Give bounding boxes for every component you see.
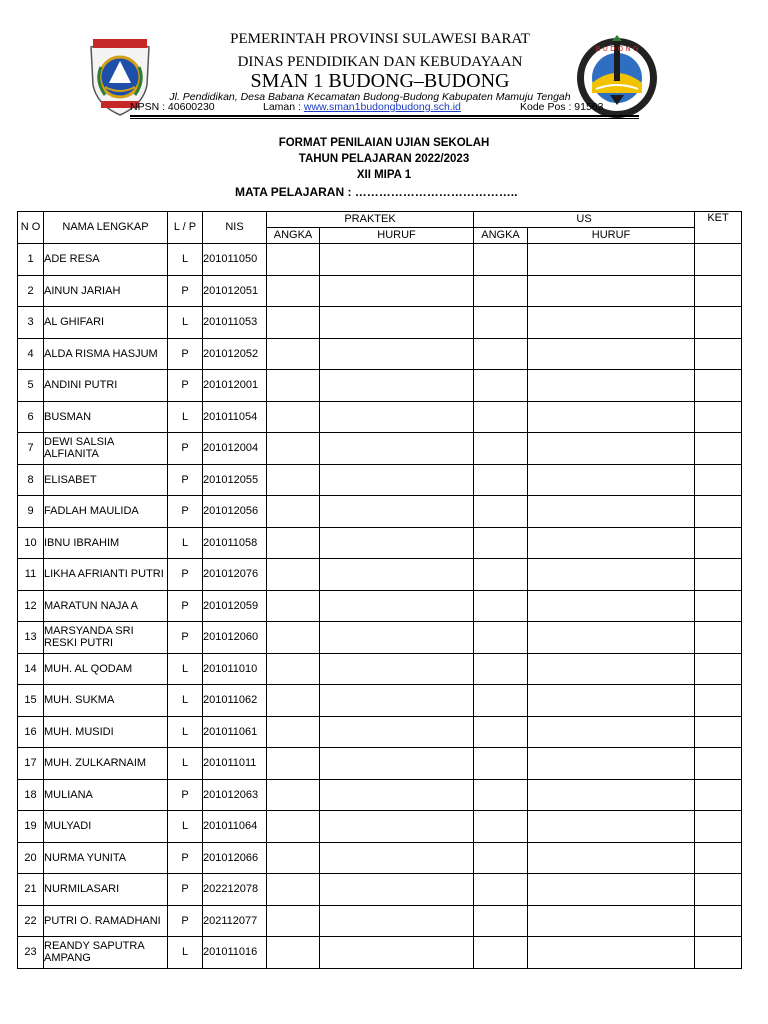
praktek-huruf-cell[interactable] bbox=[320, 464, 474, 496]
ket-cell[interactable] bbox=[695, 338, 742, 370]
row-number: 6 bbox=[18, 401, 44, 433]
row-number: 14 bbox=[18, 653, 44, 685]
student-nis: 202112077 bbox=[203, 905, 267, 937]
npsn: NPSN : 40600230 bbox=[130, 101, 215, 113]
table-row bbox=[18, 496, 742, 528]
row-number: 22 bbox=[18, 905, 44, 937]
row-number: 4 bbox=[18, 338, 44, 370]
student-name: AL GHIFARI bbox=[44, 307, 168, 339]
us-huruf-cell[interactable] bbox=[528, 338, 695, 370]
praktek-huruf-cell[interactable] bbox=[320, 401, 474, 433]
row-number: 8 bbox=[18, 464, 44, 496]
letterhead-divider-thin bbox=[130, 118, 639, 119]
student-gender: P bbox=[168, 874, 203, 906]
student-nis: 201011016 bbox=[203, 937, 267, 969]
student-name: ADE RESA bbox=[44, 244, 168, 276]
table-row bbox=[18, 874, 742, 906]
student-gender: P bbox=[168, 842, 203, 874]
praktek-huruf-cell[interactable] bbox=[320, 685, 474, 717]
table-row bbox=[18, 622, 742, 654]
table-row bbox=[18, 779, 742, 811]
table-row bbox=[18, 401, 742, 433]
student-gender: P bbox=[168, 464, 203, 496]
student-nis: 202212078 bbox=[203, 874, 267, 906]
student-name: BUSMAN bbox=[44, 401, 168, 433]
us-huruf-cell[interactable] bbox=[528, 464, 695, 496]
student-name: NURMA YUNITA bbox=[44, 842, 168, 874]
praktek-huruf-cell[interactable] bbox=[320, 338, 474, 370]
student-gender: L bbox=[168, 527, 203, 559]
header-praktek-huruf: HURUF bbox=[320, 228, 474, 244]
us-angka-cell[interactable] bbox=[474, 874, 528, 906]
student-gender: L bbox=[168, 716, 203, 748]
praktek-angka-cell[interactable] bbox=[267, 338, 320, 370]
us-angka-cell[interactable] bbox=[474, 527, 528, 559]
praktek-angka-cell[interactable] bbox=[267, 370, 320, 402]
student-gender: L bbox=[168, 811, 203, 843]
us-huruf-cell[interactable] bbox=[528, 433, 695, 465]
ket-cell[interactable] bbox=[695, 401, 742, 433]
praktek-huruf-cell[interactable] bbox=[320, 527, 474, 559]
us-angka-cell[interactable] bbox=[474, 464, 528, 496]
student-nis: 201011062 bbox=[203, 685, 267, 717]
academic-year: TAHUN PELAJARAN 2022/2023 bbox=[298, 153, 470, 165]
us-huruf-cell[interactable] bbox=[528, 905, 695, 937]
subject-line: MATA PELAJARAN : ………………………………….. bbox=[235, 185, 518, 199]
us-angka-cell[interactable] bbox=[474, 370, 528, 402]
student-gender: L bbox=[168, 748, 203, 780]
table-row bbox=[18, 811, 742, 843]
us-huruf-cell[interactable] bbox=[528, 590, 695, 622]
ket-cell[interactable] bbox=[695, 370, 742, 402]
praktek-angka-cell[interactable] bbox=[267, 937, 320, 969]
table-row bbox=[18, 275, 742, 307]
website-label: Laman : bbox=[263, 101, 301, 113]
student-name: IBNU IBRAHIM bbox=[44, 527, 168, 559]
table-row bbox=[18, 716, 742, 748]
praktek-angka-cell[interactable] bbox=[267, 685, 320, 717]
praktek-huruf-cell[interactable] bbox=[320, 874, 474, 906]
department-name: DINAS PENDIDIKAN DAN KEBUDAYAAN bbox=[237, 54, 523, 70]
student-nis: 201012052 bbox=[203, 338, 267, 370]
ket-cell[interactable] bbox=[695, 905, 742, 937]
student-name: LIKHA AFRIANTI PUTRI bbox=[44, 559, 168, 591]
us-huruf-cell[interactable] bbox=[528, 370, 695, 402]
header-praktek-angka: ANGKA bbox=[267, 228, 320, 244]
student-gender: P bbox=[168, 338, 203, 370]
praktek-huruf-cell[interactable] bbox=[320, 716, 474, 748]
ket-cell[interactable] bbox=[695, 307, 742, 339]
header-gender: L / P bbox=[168, 212, 203, 244]
svg-text:B U D O N G: B U D O N G bbox=[595, 45, 639, 53]
student-name: NURMILASARI bbox=[44, 874, 168, 906]
us-huruf-cell[interactable] bbox=[528, 748, 695, 780]
us-angka-cell[interactable] bbox=[474, 811, 528, 843]
us-angka-cell[interactable] bbox=[474, 433, 528, 465]
us-huruf-cell[interactable] bbox=[528, 716, 695, 748]
row-number: 17 bbox=[18, 748, 44, 780]
ket-cell[interactable] bbox=[695, 811, 742, 843]
student-nis: 201012004 bbox=[203, 433, 267, 465]
student-gender: L bbox=[168, 307, 203, 339]
praktek-huruf-cell[interactable] bbox=[320, 622, 474, 654]
ket-cell[interactable] bbox=[695, 779, 742, 811]
student-gender: P bbox=[168, 779, 203, 811]
praktek-huruf-cell[interactable] bbox=[320, 307, 474, 339]
school-address: Jl. Pendidikan, Desa Babana Kecamatan Budong-Budong Kabupaten Mamuju Tengah bbox=[169, 91, 571, 103]
student-gender: P bbox=[168, 622, 203, 654]
praktek-angka-cell[interactable] bbox=[267, 401, 320, 433]
praktek-angka-cell[interactable] bbox=[267, 811, 320, 843]
us-huruf-cell[interactable] bbox=[528, 779, 695, 811]
us-angka-cell[interactable] bbox=[474, 590, 528, 622]
website-link[interactable]: www.sman1budongbudong.sch.id bbox=[303, 101, 461, 113]
student-gender: P bbox=[168, 370, 203, 402]
table-row bbox=[18, 370, 742, 402]
us-huruf-cell[interactable] bbox=[528, 842, 695, 874]
praktek-huruf-cell[interactable] bbox=[320, 842, 474, 874]
row-number: 19 bbox=[18, 811, 44, 843]
table-row bbox=[18, 905, 742, 937]
praktek-angka-cell[interactable] bbox=[267, 748, 320, 780]
praktek-angka-cell[interactable] bbox=[267, 622, 320, 654]
praktek-angka-cell[interactable] bbox=[267, 874, 320, 906]
student-name: MARATUN NAJA A bbox=[44, 590, 168, 622]
student-nis: 201012063 bbox=[203, 779, 267, 811]
praktek-angka-cell[interactable] bbox=[267, 307, 320, 339]
table-row bbox=[18, 653, 742, 685]
student-gender: P bbox=[168, 590, 203, 622]
student-gender: P bbox=[168, 275, 203, 307]
us-angka-cell[interactable] bbox=[474, 244, 528, 276]
row-number: 23 bbox=[18, 937, 44, 969]
ket-cell[interactable] bbox=[695, 937, 742, 969]
row-number: 10 bbox=[18, 527, 44, 559]
student-gender: L bbox=[168, 653, 203, 685]
praktek-huruf-cell[interactable] bbox=[320, 937, 474, 969]
student-nis: 201011010 bbox=[203, 653, 267, 685]
student-name: AINUN JARIAH bbox=[44, 275, 168, 307]
letterhead-divider bbox=[130, 115, 639, 117]
us-angka-cell[interactable] bbox=[474, 716, 528, 748]
ket-cell[interactable] bbox=[695, 244, 742, 276]
us-huruf-cell[interactable] bbox=[528, 496, 695, 528]
student-nis: 201012066 bbox=[203, 842, 267, 874]
us-huruf-cell[interactable] bbox=[528, 307, 695, 339]
student-name: REANDY SAPUTRA AMPANG bbox=[44, 937, 168, 969]
table-row bbox=[18, 559, 742, 591]
ket-cell[interactable] bbox=[695, 590, 742, 622]
praktek-angka-cell[interactable] bbox=[267, 527, 320, 559]
row-number: 11 bbox=[18, 559, 44, 591]
praktek-huruf-cell[interactable] bbox=[320, 559, 474, 591]
row-number: 12 bbox=[18, 590, 44, 622]
praktek-angka-cell[interactable] bbox=[267, 842, 320, 874]
praktek-huruf-cell[interactable] bbox=[320, 370, 474, 402]
praktek-angka-cell[interactable] bbox=[267, 590, 320, 622]
student-nis: 201011011 bbox=[203, 748, 267, 780]
student-name: FADLAH MAULIDA bbox=[44, 496, 168, 528]
us-huruf-cell[interactable] bbox=[528, 401, 695, 433]
ket-cell[interactable] bbox=[695, 464, 742, 496]
us-angka-cell[interactable] bbox=[474, 905, 528, 937]
row-number: 5 bbox=[18, 370, 44, 402]
student-gender: P bbox=[168, 496, 203, 528]
praktek-huruf-cell[interactable] bbox=[320, 748, 474, 780]
website-line bbox=[263, 101, 461, 113]
student-gender: P bbox=[168, 905, 203, 937]
table-row bbox=[18, 433, 742, 465]
student-name: MUH. ZULKARNAIM bbox=[44, 748, 168, 780]
row-number: 13 bbox=[18, 622, 44, 654]
table-row bbox=[18, 685, 742, 717]
student-gender: L bbox=[168, 937, 203, 969]
ket-cell[interactable] bbox=[695, 685, 742, 717]
student-name: ELISABET bbox=[44, 464, 168, 496]
ket-cell[interactable] bbox=[695, 716, 742, 748]
praktek-huruf-cell[interactable] bbox=[320, 590, 474, 622]
table-row bbox=[18, 748, 742, 780]
table-row bbox=[18, 590, 742, 622]
header-us: US bbox=[474, 212, 695, 228]
row-number: 21 bbox=[18, 874, 44, 906]
student-nis: 201011058 bbox=[203, 527, 267, 559]
ket-cell[interactable] bbox=[695, 275, 742, 307]
student-nis: 201011054 bbox=[203, 401, 267, 433]
praktek-angka-cell[interactable] bbox=[267, 559, 320, 591]
us-angka-cell[interactable] bbox=[474, 307, 528, 339]
praktek-angka-cell[interactable] bbox=[267, 275, 320, 307]
school-name: SMAN 1 BUDONG–BUDONG bbox=[250, 70, 510, 92]
student-name: MARSYANDA SRI RESKI PUTRI bbox=[44, 622, 168, 654]
us-huruf-cell[interactable] bbox=[528, 685, 695, 717]
student-name: MUH. SUKMA bbox=[44, 685, 168, 717]
us-huruf-cell[interactable] bbox=[528, 937, 695, 969]
praktek-angka-cell[interactable] bbox=[267, 496, 320, 528]
us-angka-cell[interactable] bbox=[474, 653, 528, 685]
student-gender: P bbox=[168, 433, 203, 465]
student-nis: 201011053 bbox=[203, 307, 267, 339]
header-praktek: PRAKTEK bbox=[267, 212, 474, 228]
student-nis: 201012001 bbox=[203, 370, 267, 402]
ket-cell[interactable] bbox=[695, 874, 742, 906]
row-number: 9 bbox=[18, 496, 44, 528]
student-name: ANDINI PUTRI bbox=[44, 370, 168, 402]
table-row bbox=[18, 464, 742, 496]
ket-cell[interactable] bbox=[695, 496, 742, 528]
praktek-huruf-cell[interactable] bbox=[320, 496, 474, 528]
student-gender: L bbox=[168, 244, 203, 276]
us-huruf-cell[interactable] bbox=[528, 653, 695, 685]
student-nis: 201011064 bbox=[203, 811, 267, 843]
praktek-huruf-cell[interactable] bbox=[320, 244, 474, 276]
student-nis: 201012051 bbox=[203, 275, 267, 307]
student-gender: L bbox=[168, 401, 203, 433]
government-name: PEMERINTAH PROVINSI SULAWESI BARAT bbox=[230, 31, 530, 47]
student-rows bbox=[18, 244, 742, 969]
row-number: 2 bbox=[18, 275, 44, 307]
ket-cell[interactable] bbox=[695, 653, 742, 685]
ket-cell[interactable] bbox=[695, 622, 742, 654]
praktek-huruf-cell[interactable] bbox=[320, 779, 474, 811]
student-nis: 201011050 bbox=[203, 244, 267, 276]
header-nis: NIS bbox=[203, 212, 267, 244]
praktek-huruf-cell[interactable] bbox=[320, 905, 474, 937]
school-contact-info bbox=[130, 101, 614, 115]
header-us-angka: ANGKA bbox=[474, 228, 528, 244]
us-huruf-cell[interactable] bbox=[528, 874, 695, 906]
row-number: 7 bbox=[18, 433, 44, 465]
header-ket: KET bbox=[695, 212, 742, 244]
student-name: ALDA RISMA HASJUM bbox=[44, 338, 168, 370]
header-name: NAMA LENGKAP bbox=[44, 212, 168, 244]
us-angka-cell[interactable] bbox=[474, 496, 528, 528]
student-nis: 201012059 bbox=[203, 590, 267, 622]
class-name: XII MIPA 1 bbox=[356, 169, 412, 181]
student-gender: P bbox=[168, 559, 203, 591]
table-row bbox=[18, 527, 742, 559]
student-nis: 201012060 bbox=[203, 622, 267, 654]
praktek-huruf-cell[interactable] bbox=[320, 275, 474, 307]
praktek-huruf-cell[interactable] bbox=[320, 811, 474, 843]
student-name: MULIANA bbox=[44, 779, 168, 811]
student-nis: 201012056 bbox=[203, 496, 267, 528]
assessment-table bbox=[17, 211, 742, 969]
praktek-huruf-cell[interactable] bbox=[320, 433, 474, 465]
ket-cell[interactable] bbox=[695, 559, 742, 591]
table-row bbox=[18, 842, 742, 874]
student-name: PUTRI O. RAMADHANI bbox=[44, 905, 168, 937]
row-number: 1 bbox=[18, 244, 44, 276]
us-angka-cell[interactable] bbox=[474, 338, 528, 370]
table-row bbox=[18, 244, 742, 276]
postal-code: Kode Pos : 91563 bbox=[520, 101, 604, 113]
us-huruf-cell[interactable] bbox=[528, 527, 695, 559]
student-nis: 201011061 bbox=[203, 716, 267, 748]
us-angka-cell[interactable] bbox=[474, 937, 528, 969]
row-number: 3 bbox=[18, 307, 44, 339]
us-angka-cell[interactable] bbox=[474, 748, 528, 780]
row-number: 20 bbox=[18, 842, 44, 874]
us-angka-cell[interactable] bbox=[474, 622, 528, 654]
form-title: FORMAT PENILAIAN UJIAN SEKOLAH bbox=[278, 137, 490, 149]
ket-cell[interactable] bbox=[695, 527, 742, 559]
us-angka-cell[interactable] bbox=[474, 842, 528, 874]
table-row bbox=[18, 307, 742, 339]
table-row bbox=[18, 937, 742, 969]
us-huruf-cell[interactable] bbox=[528, 811, 695, 843]
praktek-angka-cell[interactable] bbox=[267, 653, 320, 685]
ket-cell[interactable] bbox=[695, 433, 742, 465]
header-us-huruf: HURUF bbox=[528, 228, 695, 244]
ket-cell[interactable] bbox=[695, 748, 742, 780]
praktek-huruf-cell[interactable] bbox=[320, 653, 474, 685]
us-angka-cell[interactable] bbox=[474, 275, 528, 307]
us-angka-cell[interactable] bbox=[474, 559, 528, 591]
praktek-angka-cell[interactable] bbox=[267, 244, 320, 276]
us-angka-cell[interactable] bbox=[474, 401, 528, 433]
us-huruf-cell[interactable] bbox=[528, 244, 695, 276]
row-number: 16 bbox=[18, 716, 44, 748]
praktek-angka-cell[interactable] bbox=[267, 905, 320, 937]
praktek-angka-cell[interactable] bbox=[267, 779, 320, 811]
praktek-angka-cell[interactable] bbox=[267, 433, 320, 465]
header-no: N O bbox=[18, 212, 44, 244]
us-angka-cell[interactable] bbox=[474, 779, 528, 811]
student-gender: L bbox=[168, 685, 203, 717]
table-row bbox=[18, 338, 742, 370]
praktek-angka-cell[interactable] bbox=[267, 464, 320, 496]
student-name: MUH. AL QODAM bbox=[44, 653, 168, 685]
student-name: DEWI SALSIA ALFIANITA bbox=[44, 433, 168, 465]
praktek-angka-cell[interactable] bbox=[267, 716, 320, 748]
ket-cell[interactable] bbox=[695, 842, 742, 874]
us-huruf-cell[interactable] bbox=[528, 275, 695, 307]
us-huruf-cell[interactable] bbox=[528, 559, 695, 591]
student-name: MULYADI bbox=[44, 811, 168, 843]
us-huruf-cell[interactable] bbox=[528, 622, 695, 654]
student-nis: 201012076 bbox=[203, 559, 267, 591]
student-name: MUH. MUSIDI bbox=[44, 716, 168, 748]
student-nis: 201012055 bbox=[203, 464, 267, 496]
us-angka-cell[interactable] bbox=[474, 685, 528, 717]
row-number: 15 bbox=[18, 685, 44, 717]
row-number: 18 bbox=[18, 779, 44, 811]
